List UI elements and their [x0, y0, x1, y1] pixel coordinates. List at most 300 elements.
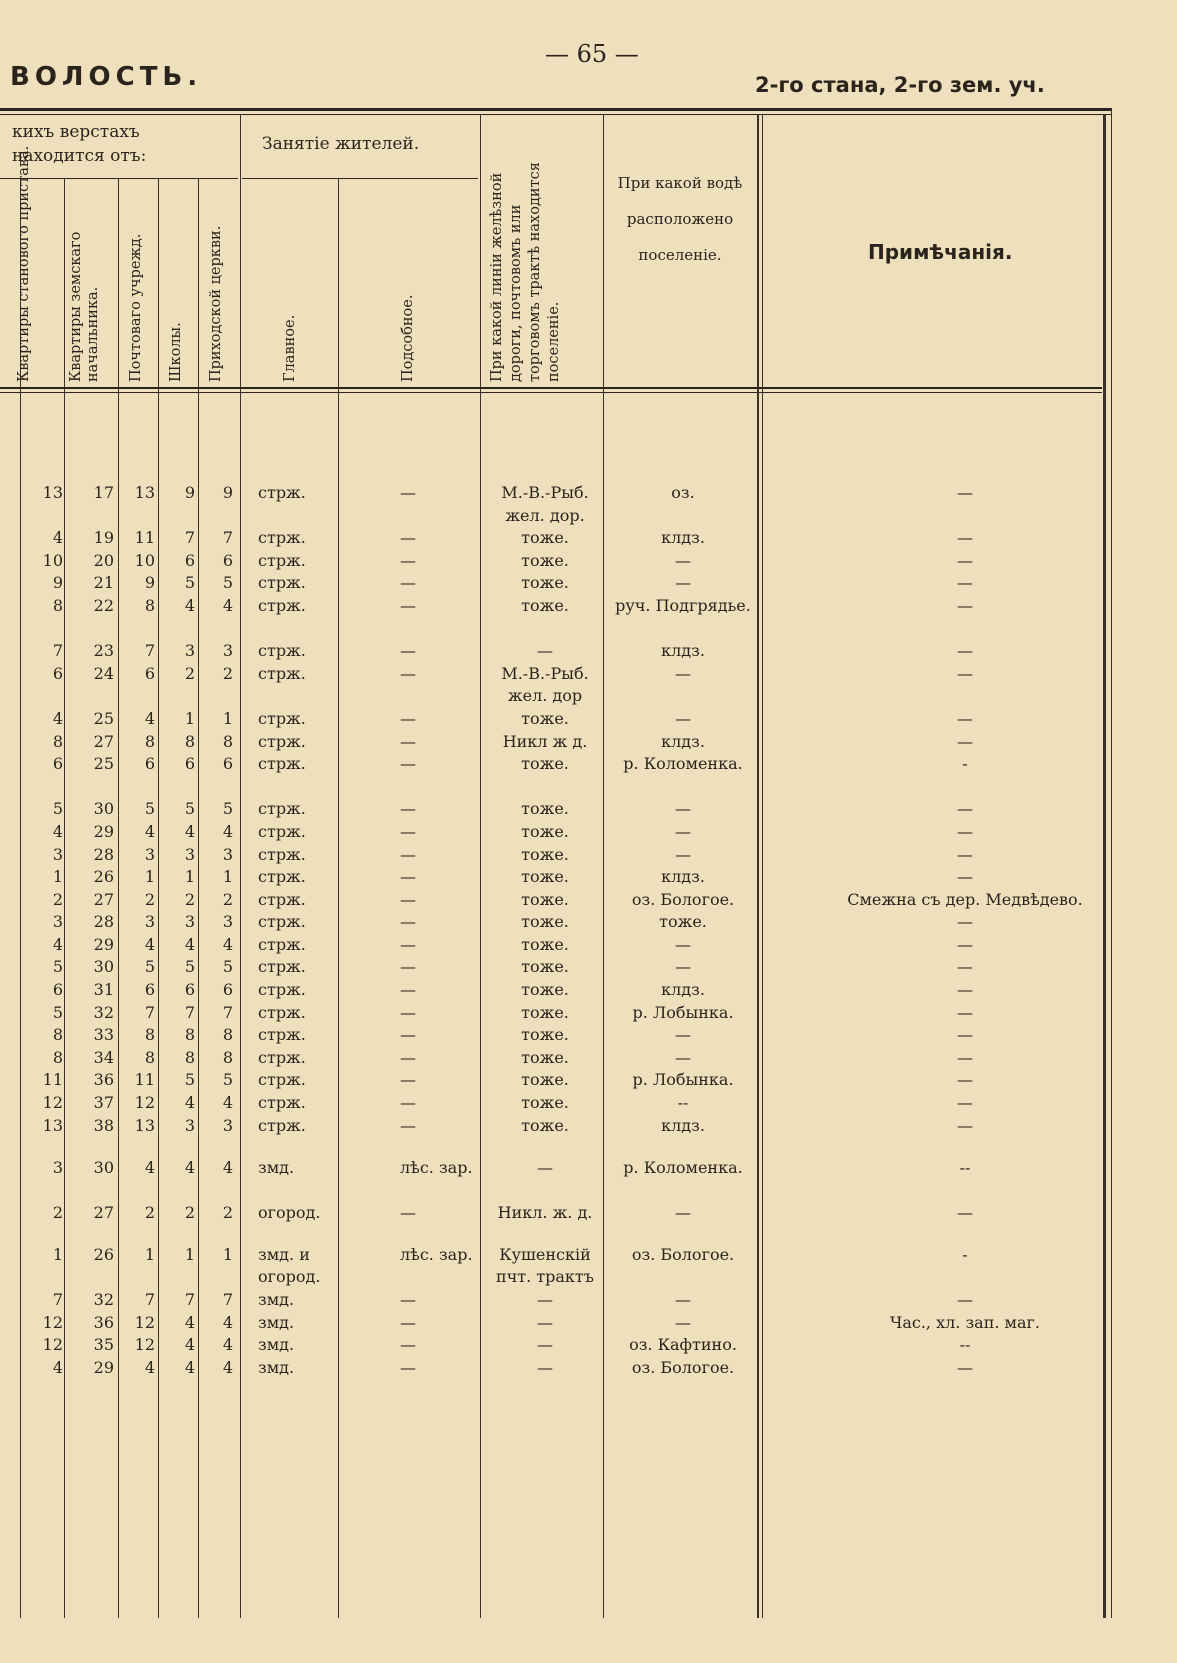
- cell-zemsky: 23: [93, 641, 114, 661]
- cell-main: стрж.: [258, 528, 306, 548]
- table-row: [0, 934, 1177, 957]
- cell-water: —: [675, 799, 691, 819]
- cell-stanovoy: 4: [52, 1357, 63, 1377]
- cell-route: тоже.: [521, 799, 569, 819]
- table-row: [0, 482, 1177, 527]
- cell-church: 5: [222, 573, 233, 593]
- cell-school: 6: [184, 754, 195, 774]
- cell-route: тоже.: [521, 1025, 569, 1045]
- header-col-auxiliary: Подсобное.: [400, 294, 416, 382]
- cell-water: клдз.: [661, 731, 705, 751]
- table-row: [0, 1002, 1177, 1025]
- cell-notes: —: [957, 1047, 973, 1067]
- cell-post: 8: [144, 731, 155, 751]
- cell-route: тоже.: [521, 528, 569, 548]
- cell-auxiliary: —: [400, 550, 416, 570]
- cell-school: 4: [184, 595, 195, 615]
- cell-notes: —: [957, 528, 973, 548]
- table-row: [0, 1202, 1177, 1244]
- cell-post: 12: [134, 1335, 155, 1355]
- cell-zemsky: 24: [93, 663, 114, 683]
- table-row: [0, 572, 1177, 595]
- cell-route: тоже.: [521, 889, 569, 909]
- header-bottom-rule-thin: [0, 392, 1102, 393]
- cell-water: —: [675, 934, 691, 954]
- cell-route: —: [537, 641, 553, 661]
- cell-main: стрж.: [258, 573, 306, 593]
- cell-stanovoy: 6: [52, 663, 63, 683]
- cell-auxiliary: —: [400, 731, 416, 751]
- cell-notes: —: [957, 731, 973, 751]
- table-row: [0, 1357, 1177, 1380]
- cell-route: Никл ж д.: [502, 731, 588, 751]
- cell-zemsky: 32: [93, 1290, 114, 1309]
- cell-water: клдз.: [661, 980, 705, 1000]
- cell-main: стрж.: [258, 1025, 306, 1045]
- cell-auxiliary: —: [400, 1115, 416, 1135]
- cell-notes: —: [957, 1070, 973, 1090]
- page-number: — 65 —: [545, 40, 639, 68]
- cell-post: 8: [144, 1025, 155, 1045]
- cell-post: 12: [134, 1312, 155, 1332]
- cell-notes: --: [959, 1157, 971, 1177]
- cell-post: 13: [134, 483, 155, 502]
- cell-post: 4: [144, 1157, 155, 1177]
- cell-main: змд.: [258, 1335, 295, 1355]
- cell-stanovoy: 8: [52, 731, 63, 751]
- cell-route: тоже.: [521, 1070, 569, 1090]
- cell-church: 5: [222, 1070, 233, 1090]
- cell-auxiliary: —: [400, 663, 416, 683]
- table-row: [0, 1157, 1177, 1202]
- cell-zemsky: 26: [93, 867, 114, 887]
- header-col-notes: Примѣчанія.: [868, 240, 1013, 264]
- cell-route: —: [537, 1312, 553, 1332]
- cell-auxiliary: —: [400, 595, 416, 615]
- cell-main: стрж.: [258, 889, 306, 909]
- table-row: [0, 1092, 1177, 1115]
- cell-church: 9: [222, 483, 233, 502]
- cell-post: 9: [144, 573, 155, 593]
- cell-post: 11: [134, 528, 155, 548]
- cell-notes: —: [957, 641, 973, 661]
- table-row: [0, 595, 1177, 640]
- table-row: [0, 1024, 1177, 1047]
- cell-church: 2: [222, 889, 233, 909]
- cell-school: 5: [184, 957, 195, 977]
- cell-stanovoy: 4: [52, 708, 63, 728]
- cell-church: 7: [222, 1290, 233, 1309]
- cell-church: 5: [222, 799, 233, 819]
- header-occupation-group: Занятіе жителей.: [262, 134, 420, 154]
- table-row: [0, 1312, 1177, 1335]
- cell-zemsky: 20: [93, 550, 114, 570]
- cell-auxiliary: лѣс. зар.: [400, 1244, 473, 1264]
- cell-school: 8: [184, 1047, 195, 1067]
- cell-church: 2: [222, 1202, 233, 1222]
- cell-school: 3: [184, 912, 195, 932]
- cell-main: стрж.: [258, 957, 306, 977]
- cell-route: —: [537, 1357, 553, 1377]
- table-row: [0, 640, 1177, 663]
- table-row: [0, 1244, 1177, 1289]
- cell-main: стрж.: [258, 754, 306, 774]
- cell-zemsky: 36: [93, 1312, 114, 1332]
- cell-water: —: [675, 573, 691, 593]
- cell-main: змд.: [258, 1157, 295, 1177]
- header-col-main: Главное.: [282, 314, 298, 382]
- cell-stanovoy: 5: [52, 799, 63, 819]
- cell-notes: —: [957, 867, 973, 887]
- cell-post: 8: [144, 1047, 155, 1067]
- cell-zemsky: 33: [93, 1025, 114, 1045]
- cell-church: 4: [222, 1335, 233, 1355]
- cell-route: тоже.: [521, 1115, 569, 1135]
- cell-church: 4: [222, 595, 233, 615]
- cell-auxiliary: —: [400, 1047, 416, 1067]
- cell-post: 1: [144, 867, 155, 887]
- cell-school: 7: [184, 1290, 195, 1309]
- cell-zemsky: 29: [93, 821, 114, 841]
- cell-stanovoy: 13: [42, 483, 63, 502]
- cell-stanovoy: 4: [52, 821, 63, 841]
- cell-zemsky: 19: [93, 528, 114, 548]
- cell-post: 6: [144, 980, 155, 1000]
- cell-route: Кушенскій пчт. трактъ: [496, 1244, 594, 1287]
- cell-church: 4: [222, 821, 233, 841]
- page-title-left: ВОЛОСТЬ.: [10, 62, 203, 92]
- cell-stanovoy: 12: [42, 1335, 63, 1355]
- cell-post: 4: [144, 821, 155, 841]
- group-rule-occupation: [242, 178, 478, 179]
- cell-water: —: [675, 1290, 691, 1309]
- cell-water: оз. Бологое.: [631, 889, 735, 909]
- cell-route: тоже.: [521, 980, 569, 1000]
- cell-water: р. Лобынка.: [632, 1002, 734, 1022]
- cell-school: 2: [184, 1202, 195, 1222]
- cell-school: 3: [184, 844, 195, 864]
- cell-church: 7: [222, 528, 233, 548]
- cell-stanovoy: 3: [52, 912, 63, 932]
- cell-main: змд.: [258, 1290, 295, 1309]
- cell-stanovoy: 1: [52, 1244, 63, 1264]
- cell-zemsky: 27: [93, 889, 114, 909]
- cell-notes: —: [957, 1025, 973, 1045]
- cell-church: 4: [222, 1093, 233, 1113]
- cell-auxiliary: —: [400, 1002, 416, 1022]
- cell-notes: —: [957, 912, 973, 932]
- cell-auxiliary: —: [400, 934, 416, 954]
- cell-stanovoy: 7: [52, 641, 63, 661]
- cell-school: 2: [184, 663, 195, 683]
- cell-auxiliary: —: [400, 573, 416, 593]
- cell-church: 6: [222, 754, 233, 774]
- cell-zemsky: 21: [93, 573, 114, 593]
- cell-notes: Смежна съ дер. Медвѣдево.: [847, 889, 1083, 909]
- cell-post: 7: [144, 1290, 155, 1309]
- table-row: [0, 708, 1177, 731]
- cell-zemsky: 34: [93, 1047, 114, 1067]
- cell-route: М.-В.-Рыб. жел. дор: [501, 663, 589, 706]
- cell-church: 4: [222, 1312, 233, 1332]
- cell-church: 3: [222, 844, 233, 864]
- cell-auxiliary: —: [400, 1357, 416, 1377]
- cell-main: стрж.: [258, 799, 306, 819]
- cell-church: 4: [222, 934, 233, 954]
- header-col-church: Приходской церкви.: [208, 225, 224, 382]
- cell-church: 3: [222, 641, 233, 661]
- cell-zemsky: 36: [93, 1070, 114, 1090]
- cell-post: 7: [144, 641, 155, 661]
- cell-stanovoy: 8: [52, 595, 63, 615]
- cell-route: Никл. ж. д.: [497, 1202, 593, 1222]
- cell-notes: —: [957, 1002, 973, 1022]
- table-row: [0, 1069, 1177, 1092]
- cell-route: тоже.: [521, 573, 569, 593]
- cell-stanovoy: 6: [52, 980, 63, 1000]
- cell-zemsky: 29: [93, 934, 114, 954]
- cell-school: 5: [184, 573, 195, 593]
- cell-stanovoy: 2: [52, 1202, 63, 1222]
- cell-school: 5: [184, 1070, 195, 1090]
- cell-auxiliary: —: [400, 957, 416, 977]
- cell-notes: —: [957, 595, 973, 615]
- cell-route: М.-В.-Рыб. жел. дор.: [501, 483, 589, 525]
- cell-main: стрж.: [258, 1047, 306, 1067]
- table-row: [0, 550, 1177, 573]
- cell-water: —: [675, 1202, 691, 1222]
- cell-main: стрж.: [258, 1115, 306, 1135]
- cell-school: 6: [184, 550, 195, 570]
- cell-auxiliary: лѣс. зар.: [400, 1157, 473, 1177]
- cell-route: тоже.: [521, 550, 569, 570]
- cell-water: —: [675, 550, 691, 570]
- cell-stanovoy: 12: [42, 1093, 63, 1113]
- cell-school: 4: [184, 821, 195, 841]
- cell-school: 4: [184, 1357, 195, 1377]
- cell-post: 2: [144, 1202, 155, 1222]
- cell-school: 4: [184, 934, 195, 954]
- header-col-post: Почтоваго учрежд.: [128, 233, 144, 382]
- cell-notes: —: [957, 550, 973, 570]
- cell-post: 5: [144, 957, 155, 977]
- cell-route: тоже.: [521, 754, 569, 774]
- cell-zemsky: 37: [93, 1093, 114, 1113]
- cell-route: тоже.: [521, 821, 569, 841]
- cell-route: тоже.: [521, 708, 569, 728]
- cell-water: —: [675, 708, 691, 728]
- cell-auxiliary: —: [400, 844, 416, 864]
- cell-church: 3: [222, 912, 233, 932]
- table-row: [0, 844, 1177, 867]
- cell-notes: —: [957, 934, 973, 954]
- cell-school: 4: [184, 1312, 195, 1332]
- cell-route: тоже.: [521, 595, 569, 615]
- cell-zemsky: 30: [93, 799, 114, 819]
- cell-main: стрж.: [258, 1070, 306, 1090]
- header-col-water: При какой водѣ расположено поселеніе.: [617, 174, 743, 264]
- cell-auxiliary: —: [400, 754, 416, 774]
- cell-stanovoy: 8: [52, 1047, 63, 1067]
- cell-zemsky: 26: [93, 1244, 114, 1264]
- cell-notes: —: [957, 708, 973, 728]
- cell-water: —: [675, 1312, 691, 1332]
- cell-main: стрж.: [258, 821, 306, 841]
- cell-route: тоже.: [521, 912, 569, 932]
- cell-main: змд. и огород.: [258, 1244, 321, 1287]
- cell-post: 4: [144, 934, 155, 954]
- cell-school: 8: [184, 1025, 195, 1045]
- cell-main: стрж.: [258, 844, 306, 864]
- cell-notes: --: [959, 1335, 971, 1355]
- cell-auxiliary: —: [400, 1312, 416, 1332]
- cell-water: клдз.: [661, 867, 705, 887]
- cell-zemsky: 22: [93, 595, 114, 615]
- cell-water: руч. Подгрядье.: [615, 595, 751, 615]
- cell-stanovoy: 9: [52, 573, 63, 593]
- cell-route: —: [537, 1290, 553, 1309]
- cell-auxiliary: —: [400, 912, 416, 932]
- cell-main: огород.: [258, 1202, 321, 1222]
- table-row: [0, 1047, 1177, 1070]
- cell-church: 2: [222, 663, 233, 683]
- table-row: [0, 889, 1177, 912]
- table-row: [0, 798, 1177, 821]
- cell-notes: —: [957, 1093, 973, 1113]
- cell-main: стрж.: [258, 867, 306, 887]
- cell-auxiliary: —: [400, 1093, 416, 1113]
- cell-zemsky: 38: [93, 1115, 114, 1135]
- cell-school: 6: [184, 980, 195, 1000]
- cell-stanovoy: 11: [42, 1070, 63, 1090]
- cell-stanovoy: 4: [52, 528, 63, 548]
- header-rule-thin: [0, 114, 1112, 115]
- cell-auxiliary: —: [400, 641, 416, 661]
- cell-auxiliary: —: [400, 799, 416, 819]
- cell-stanovoy: 12: [42, 1312, 63, 1332]
- cell-auxiliary: —: [400, 980, 416, 1000]
- cell-school: 8: [184, 731, 195, 751]
- cell-notes: —: [957, 1357, 973, 1377]
- cell-zemsky: 30: [93, 957, 114, 977]
- cell-auxiliary: —: [400, 1335, 416, 1355]
- cell-zemsky: 28: [93, 912, 114, 932]
- cell-water: оз. Бологое.: [631, 1244, 735, 1264]
- cell-route: тоже.: [521, 1002, 569, 1022]
- cell-route: тоже.: [521, 844, 569, 864]
- table-row: [0, 1334, 1177, 1357]
- cell-water: —: [675, 821, 691, 841]
- cell-post: 4: [144, 708, 155, 728]
- cell-water: —: [675, 1025, 691, 1045]
- cell-zemsky: 32: [93, 1002, 114, 1022]
- cell-post: 11: [134, 1070, 155, 1090]
- cell-post: 8: [144, 595, 155, 615]
- cell-auxiliary: —: [400, 528, 416, 548]
- table-row: [0, 731, 1177, 754]
- cell-stanovoy: 3: [52, 1157, 63, 1177]
- cell-water: --: [677, 1093, 689, 1113]
- cell-notes: —: [957, 821, 973, 841]
- cell-main: стрж.: [258, 550, 306, 570]
- cell-stanovoy: 5: [52, 957, 63, 977]
- cell-auxiliary: —: [400, 1290, 416, 1309]
- cell-church: 8: [222, 731, 233, 751]
- cell-stanovoy: 7: [52, 1290, 63, 1309]
- header-col-zemsky: Квартиры земскаго начальника.: [68, 231, 101, 382]
- cell-post: 6: [144, 754, 155, 774]
- cell-water: р. Коломенка.: [623, 754, 743, 774]
- cell-notes: —: [957, 957, 973, 977]
- cell-church: 8: [222, 1047, 233, 1067]
- cell-main: стрж.: [258, 912, 306, 932]
- cell-route: тоже.: [521, 867, 569, 887]
- cell-notes: —: [957, 483, 973, 502]
- cell-stanovoy: 4: [52, 934, 63, 954]
- cell-school: 3: [184, 1115, 195, 1135]
- cell-church: 1: [222, 708, 233, 728]
- cell-zemsky: 27: [93, 731, 114, 751]
- cell-school: 1: [184, 708, 195, 728]
- cell-post: 2: [144, 889, 155, 909]
- cell-main: стрж.: [258, 934, 306, 954]
- cell-water: тоже.: [659, 912, 707, 932]
- cell-water: оз. Кафтино.: [629, 1335, 737, 1355]
- header-col-stanovoy: Квартиры станового пристава.: [16, 145, 32, 382]
- cell-stanovoy: 13: [42, 1115, 63, 1135]
- cell-notes: —: [957, 663, 973, 683]
- cell-stanovoy: 2: [52, 889, 63, 909]
- cell-main: змд.: [258, 1312, 295, 1332]
- cell-auxiliary: —: [400, 1070, 416, 1090]
- cell-water: р. Коломенка.: [623, 1157, 743, 1177]
- header-rule: [0, 108, 1112, 111]
- cell-zemsky: 28: [93, 844, 114, 864]
- cell-route: тоже.: [521, 1093, 569, 1113]
- cell-school: 4: [184, 1157, 195, 1177]
- cell-notes: —: [957, 799, 973, 819]
- cell-main: стрж.: [258, 663, 306, 683]
- cell-school: 7: [184, 528, 195, 548]
- cell-main: стрж.: [258, 483, 306, 502]
- cell-main: стрж.: [258, 731, 306, 751]
- cell-stanovoy: 6: [52, 754, 63, 774]
- cell-auxiliary: —: [400, 483, 416, 502]
- cell-auxiliary: —: [400, 708, 416, 728]
- cell-school: 4: [184, 1093, 195, 1113]
- cell-church: 4: [222, 1357, 233, 1377]
- table-row: [0, 979, 1177, 1002]
- cell-zemsky: 25: [93, 754, 114, 774]
- cell-school: 1: [184, 1244, 195, 1264]
- table-row: [0, 753, 1177, 798]
- cell-main: стрж.: [258, 980, 306, 1000]
- cell-notes: —: [957, 573, 973, 593]
- cell-school: 3: [184, 641, 195, 661]
- cell-water: —: [675, 957, 691, 977]
- cell-church: 6: [222, 980, 233, 1000]
- header-col-route: При какой линіи желѣзной дороги, почтовомъ или торговомъ трактѣ находится поселеніе.: [489, 162, 562, 382]
- cell-water: клдз.: [661, 1115, 705, 1135]
- table-row: [0, 1115, 1177, 1157]
- cell-church: 7: [222, 1002, 233, 1022]
- cell-water: р. Лобынка.: [632, 1070, 734, 1090]
- cell-route: тоже.: [521, 1047, 569, 1067]
- cell-post: 12: [134, 1093, 155, 1113]
- cell-school: 5: [184, 799, 195, 819]
- cell-water: оз.: [671, 483, 695, 502]
- cell-auxiliary: —: [400, 1025, 416, 1045]
